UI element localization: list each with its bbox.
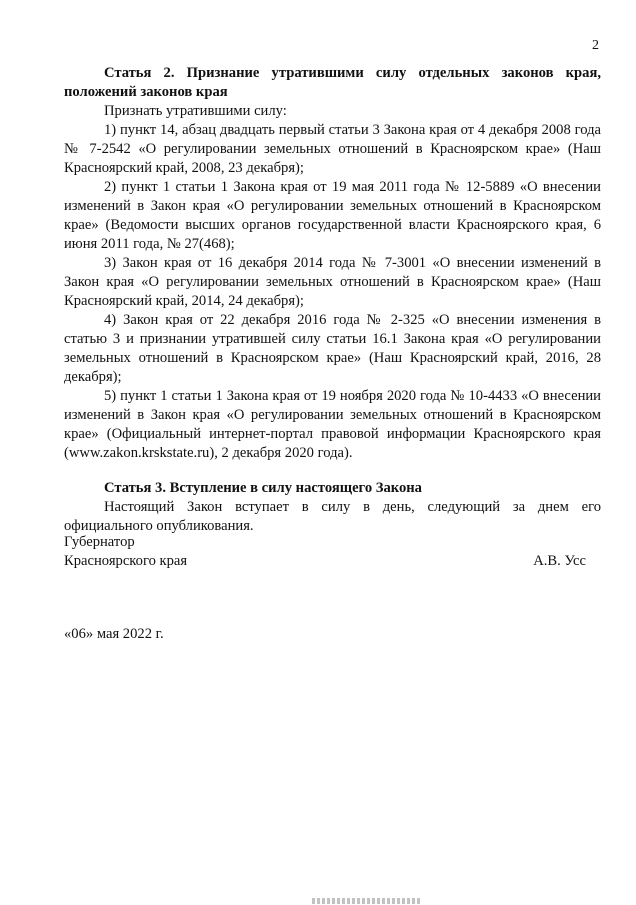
scan-artifact bbox=[312, 898, 422, 904]
article-3-title: Статья 3. Вступление в силу настоящего Закона bbox=[104, 480, 422, 496]
article-2-item-4: 4) Закон края от 22 декабря 2016 года № 2-325 «О внесении изменения в статью 3 и признании утратившей силу статьи 16.1 Закона края «О регулировании земельных отношений в Красноярском крае» (Наш Красноярский край, 2016, 28 декабря); bbox=[64, 312, 601, 385]
article-2-intro: Признать утратившими силу: bbox=[104, 103, 287, 119]
article-2 bbox=[64, 64, 601, 463]
article-3 bbox=[64, 479, 601, 536]
signature-block bbox=[64, 533, 586, 571]
article-2-title: Статья 2. Признание утратившими силу отдельных законов края, положений законов края bbox=[64, 65, 601, 100]
signature-position: Губернатор bbox=[64, 534, 135, 550]
article-2-item-3: 3) Закон края от 16 декабря 2014 года № 7-3001 «О внесении изменений в Закон края «О регулировании земельных отношений в Красноярском крае» (Наш Красноярский край, 2014, 24 декабря); bbox=[64, 255, 601, 309]
signature-region: Красноярского края bbox=[64, 553, 188, 569]
page-number: 2 bbox=[592, 38, 599, 53]
signatory-name: А.В. Усс bbox=[533, 553, 586, 569]
signature-row bbox=[64, 552, 586, 571]
document-body bbox=[64, 64, 601, 536]
document-date: «06» мая 2022 г. bbox=[64, 626, 164, 642]
article-2-item-5: 5) пункт 1 статьи 1 Закона края от 19 ноября 2020 года № 10-4433 «О внесении изменений в Закон края «О регулировании земельных отношений в Красноярском крае» (Официальный интернет-портал правовой информации Красноярского края (www.zakon.krskstate.ru), 2 декабря 2020 года). bbox=[64, 388, 601, 461]
article-2-item-2: 2) пункт 1 статьи 1 Закона края от 19 мая 2011 года № 12-5889 «О внесении изменений в Закон края «О регулировании земельных отношений в Красноярском крае» (Ведомости высших органов государственной власти Красноярского края, 6 июня 2011 года, № 27(468); bbox=[64, 179, 601, 252]
article-3-text: Настоящий Закон вступает в силу в день, следующий за днем его официального опубликования. bbox=[64, 499, 601, 534]
article-2-item-1: 1) пункт 14, абзац двадцать первый статьи 3 Закона края от 4 декабря 2008 года № 7-2542 «О регулировании земельных отношений в Красноярском крае» (Наш Красноярский край, 2008, 23 декабря); bbox=[64, 122, 601, 176]
